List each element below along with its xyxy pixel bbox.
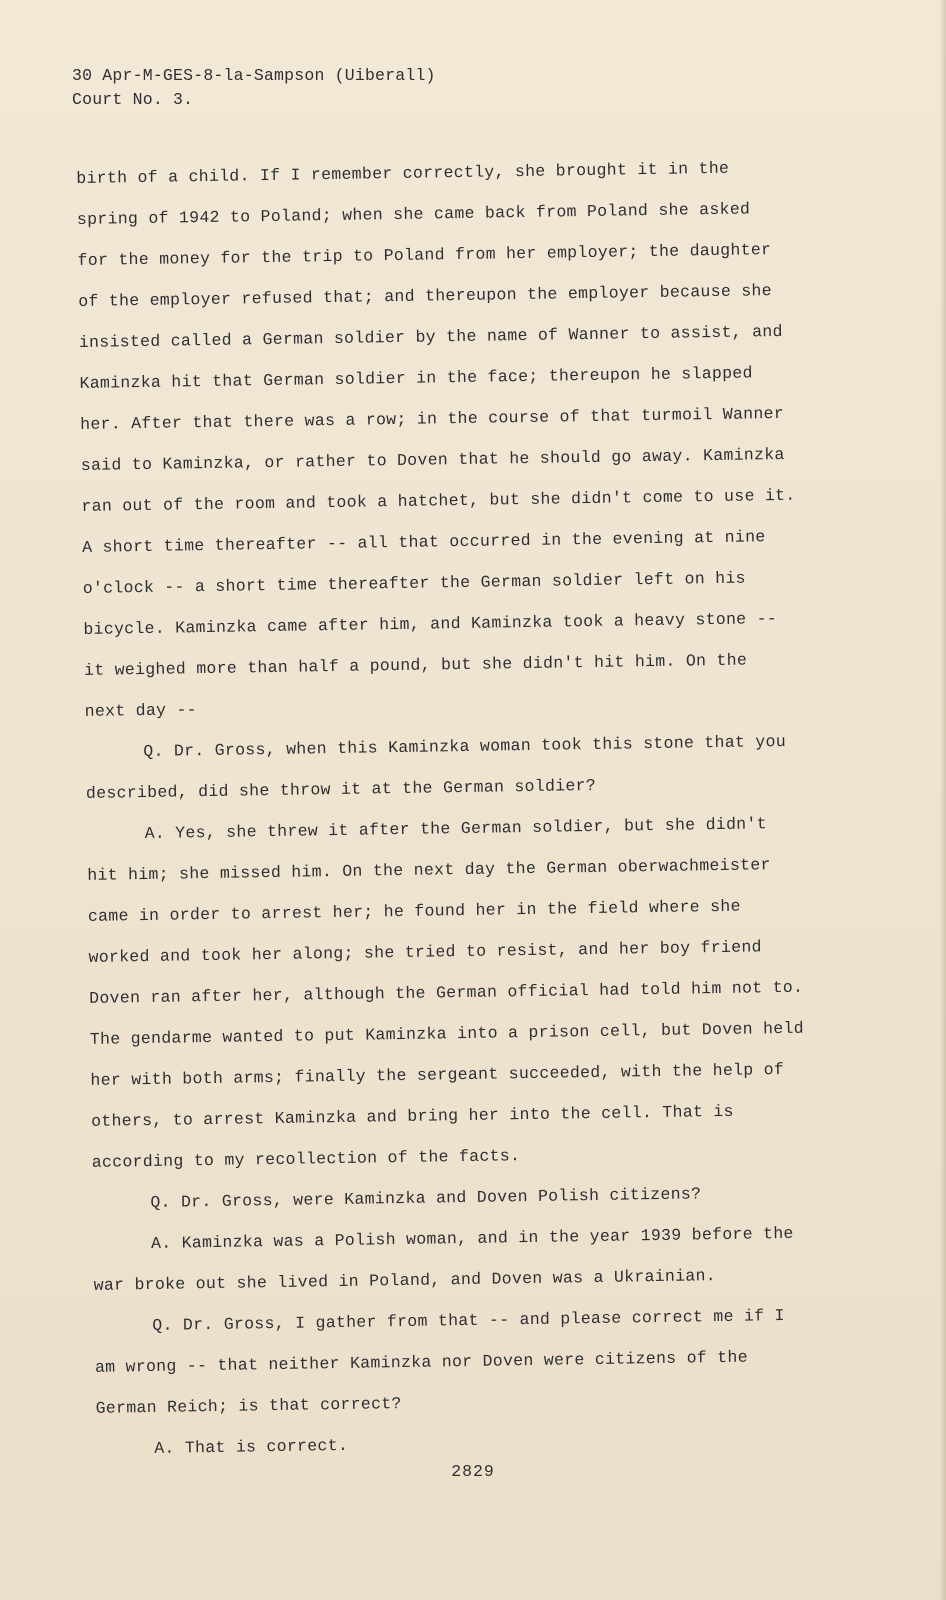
transcript-line: her. After that there was a row; in the course of that turmoil Wanner <box>80 403 785 434</box>
transcript-line: came in order to arrest her; he found her in the field where she <box>87 896 741 926</box>
transcript-line: insisted called a German soldier by the name of Wanner to assist, and <box>78 321 783 352</box>
page-number: 2829 <box>451 1462 495 1481</box>
transcript-line: next day -- <box>84 700 198 721</box>
transcript-line: her with both arms; finally the sergeant succeeded, with the help of <box>90 1059 785 1090</box>
transcript-line: The gendarme wanted to put Kaminzka into a prison cell, but Doven held <box>89 1018 805 1049</box>
transcript-line: it weighed more than half a pound, but she didn't hit him. On the <box>83 650 748 680</box>
transcript-line: for the money for the trip to Poland from her employer; the daughter <box>77 240 772 270</box>
transcript-line: Q. Dr. Gross, were Kaminzka and Doven Polish citizens? <box>150 1184 702 1212</box>
transcript-line: A. That is correct. <box>154 1435 349 1458</box>
transcript-line: according to my recollection of the facts. <box>91 1146 521 1172</box>
page-edge-shadow <box>940 0 946 1600</box>
transcript-line: war broke out she lived in Poland, and Doven was a Ukrainian. <box>93 1266 717 1295</box>
transcript-line: A short time thereafter -- all that occurred in the evening at nine <box>81 527 766 557</box>
transcript-line: hit him; she missed him. On the next day the German oberwachmeister <box>87 855 771 885</box>
transcript-line: Doven ran after her, although the German official had told him not to. <box>89 977 804 1008</box>
transcript-line: of the employer refused that; and thereupon the employer because she <box>78 281 773 311</box>
transcript-body <box>76 146 837 1469</box>
transcript-line: others, to arrest Kaminzka and bring her into the cell. That is <box>90 1101 734 1131</box>
transcript-line: o'clock -- a short time thereafter the German soldier left on his <box>82 568 746 598</box>
transcript-line: said to Kaminzka, or rather to Doven that he should go away. Kaminzka <box>80 444 785 475</box>
transcript-line: described, did she throw it at the German soldier? <box>85 775 597 803</box>
header-case-reference: 30 Apr-M-GES-8-la-Sampson (Uiberall) <box>72 66 436 85</box>
header-court-number: Court No. 3. <box>72 90 194 109</box>
transcript-line: spring of 1942 to Poland; when she came back from Poland she asked <box>76 199 751 229</box>
transcript-line: Q. Dr. Gross, I gather from that -- and please correct me if I <box>152 1306 785 1335</box>
transcript-line: birth of a child. If I remember correctly, she brought it in the <box>76 158 730 188</box>
transcript-line: am wrong -- that neither Kaminzka nor Doven were citizens of the <box>94 1347 748 1377</box>
transcript-line: German Reich; is that correct? <box>95 1394 402 1418</box>
transcript-line: Q. Dr. Gross, when this Kaminzka woman took this stone that you <box>143 731 787 762</box>
transcript-line: bicycle. Kaminzka came after him, and Kaminzka took a heavy stone -- <box>83 609 778 639</box>
transcript-line: worked and took her along; she tried to resist, and her boy friend <box>88 937 762 967</box>
document-header <box>72 64 436 112</box>
transcript-line: A. Kaminzka was a Polish woman, and in the year 1939 before the <box>150 1223 794 1253</box>
transcript-line: Kaminzka hit that German soldier in the face; thereupon he slapped <box>79 363 753 393</box>
transcript-line: A. Yes, she threw it after the German soldier, but she didn't <box>144 814 768 844</box>
transcript-line: ran out of the room and took a hatchet, but she didn't come to use it. <box>81 485 796 516</box>
